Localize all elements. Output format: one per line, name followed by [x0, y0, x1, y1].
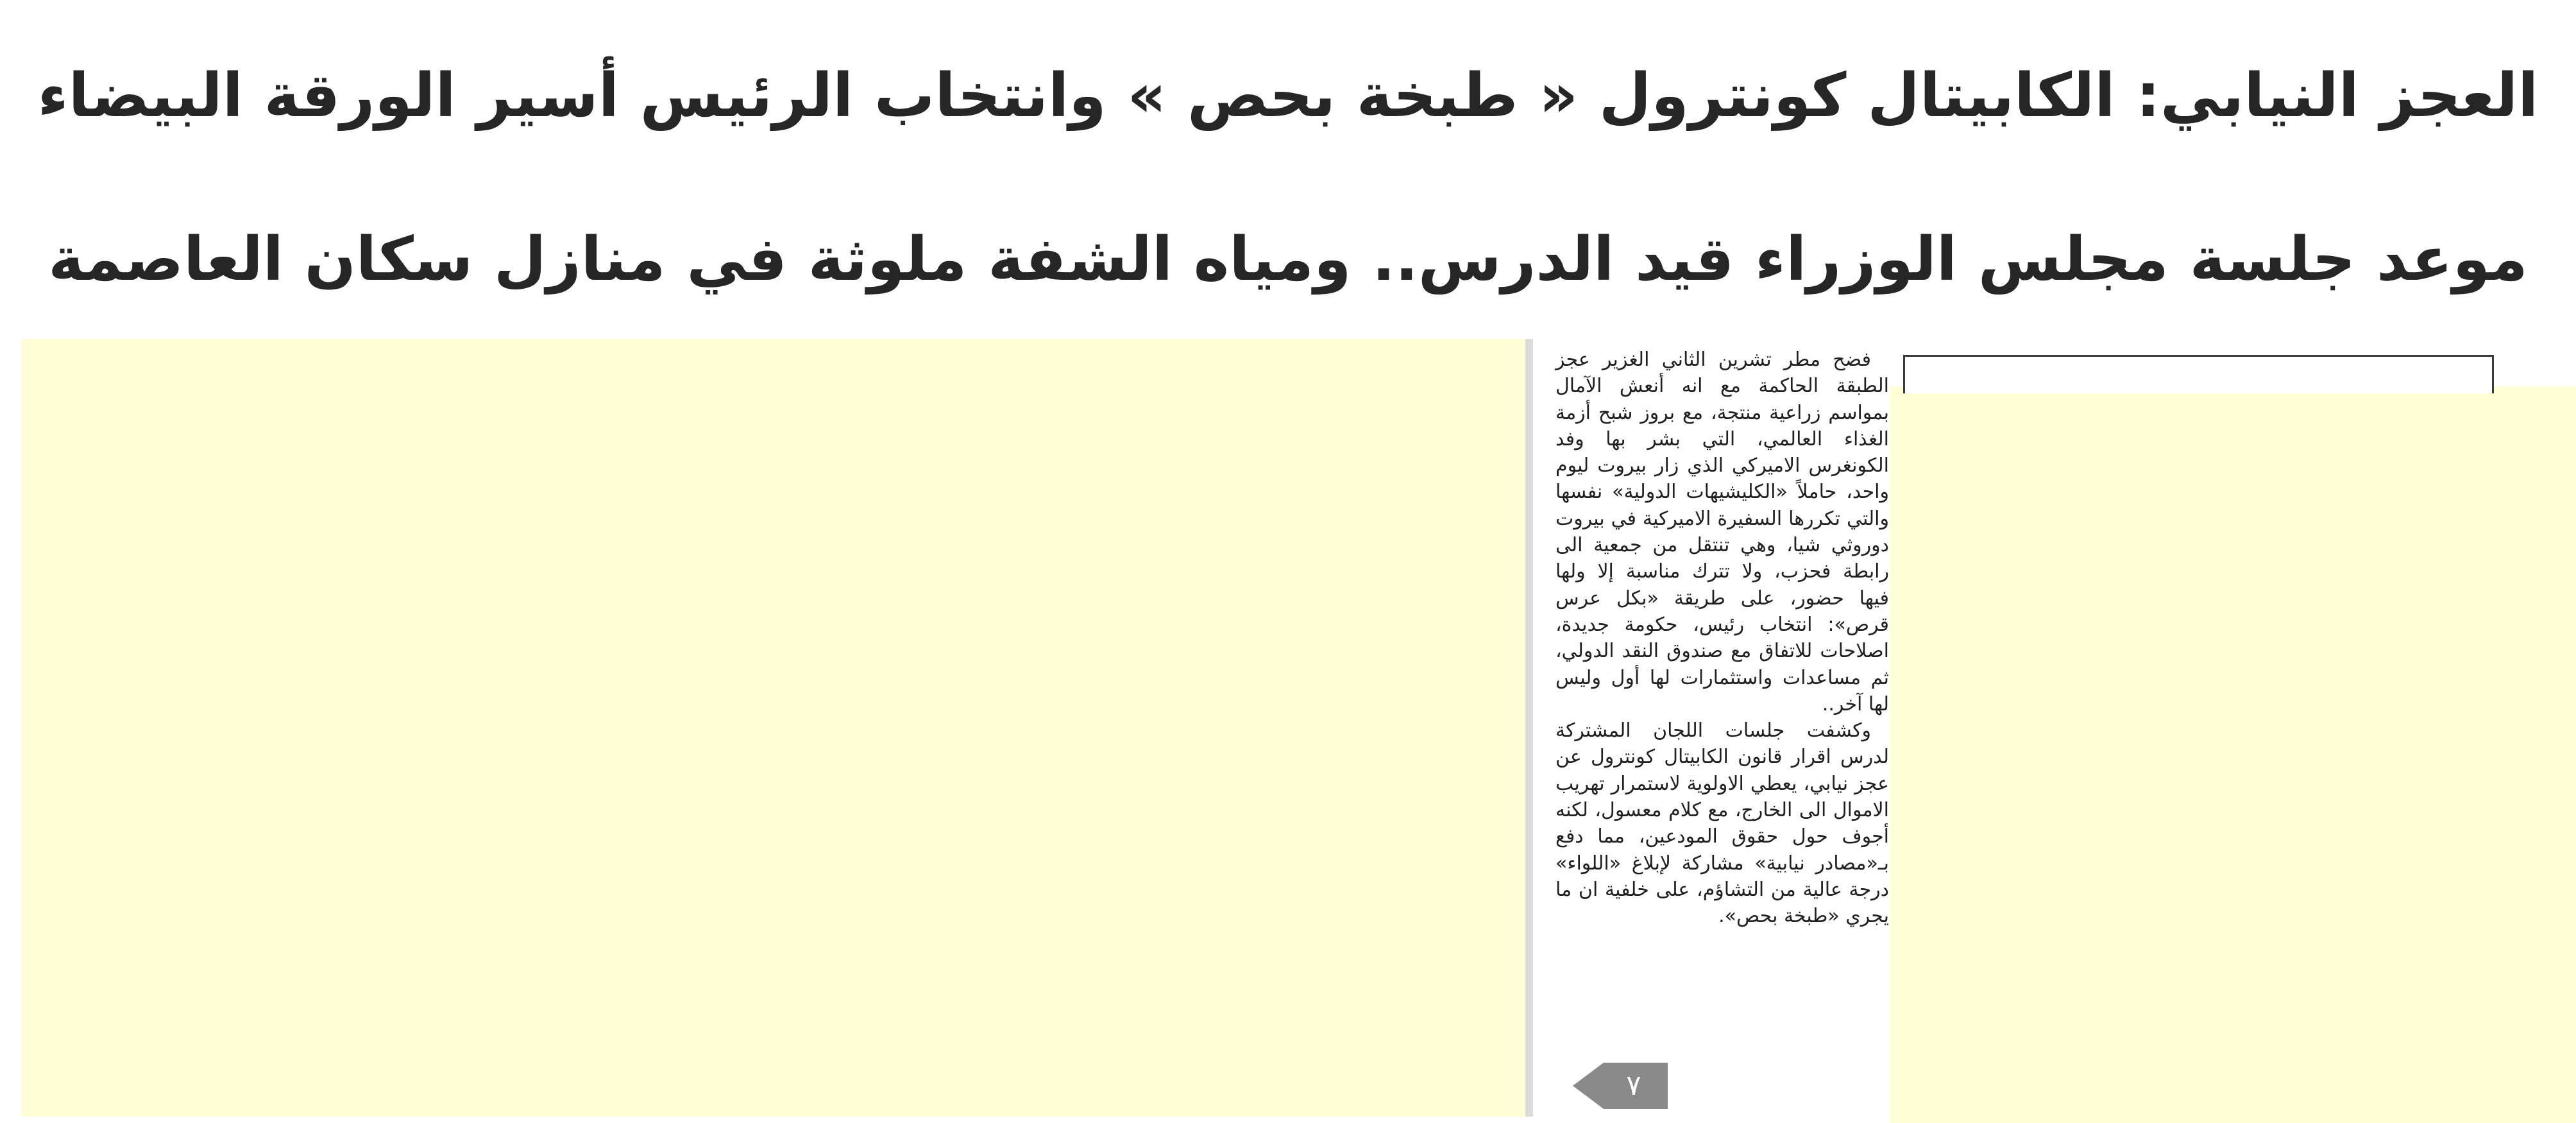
advertisement-block-right: [1890, 386, 2576, 1123]
article-paragraph: وكشفت جلسات اللجان المشتركة لدرس اقرار قانون الكابيتال كونترول عن عجز نيابي، يعطي الاولوية لاستمرار تهريب الاموال الى الخارج، مع كلام معسول، لكنه أجوف حول حقوق المودعين، مما دفع بـ«مصادر نيابية» مشاركة لإبلاغ «اللواء» درجة عالية من التشاؤم، على خلفية ان ما يجري «طبخة بحص».: [1555, 719, 1889, 928]
column-divider: [1525, 339, 1533, 1117]
sub-headline: موعد جلسة مجلس الوزراء قيد الدرس.. ومياه الشفة ملوثة في منازل سكان العاصمة: [48, 225, 2528, 295]
continuation-page-number: ٧: [1626, 1069, 1641, 1102]
article-paragraph: فضح مطر تشرين الثاني الغزير عجز الطبقة الحاكمة مع انه أنعش الآمال بمواسم زراعية منتجة، مع بروز شبح أزمة الغذاء العالمي، التي بشر بها وفد الكونغرس الاميركي الذي زار بيروت ليوم واحد، حاملاً «الكليشيهات الدولية» نفسها والتي تكررها السفيرة الاميركية في بيروت دوروثي شيا، وهي تنتقل من جمعية الى رابطة فحزب، ولا تترك مناسبة إلا ولها فيها حضور، على طريقة «بكل عرس قرص»: انتخاب رئيس، حكومة جديدة، اصلاحات للاتفاق مع صندوق النقد الدولي، ثم مساعدات واستثمارات لها أول وليس لها آخر..: [1555, 348, 1889, 716]
article-body: [1555, 347, 1889, 930]
boxed-frame-top: [1903, 355, 2494, 393]
continuation-page-marker: [1573, 1063, 1668, 1109]
advertisement-block-left: [21, 339, 1525, 1117]
main-headline: العجز النيابي: الكابيتال كونترول « طبخة بحص » وانتخاب الرئيس أسير الورقة البيضاء: [37, 61, 2539, 131]
